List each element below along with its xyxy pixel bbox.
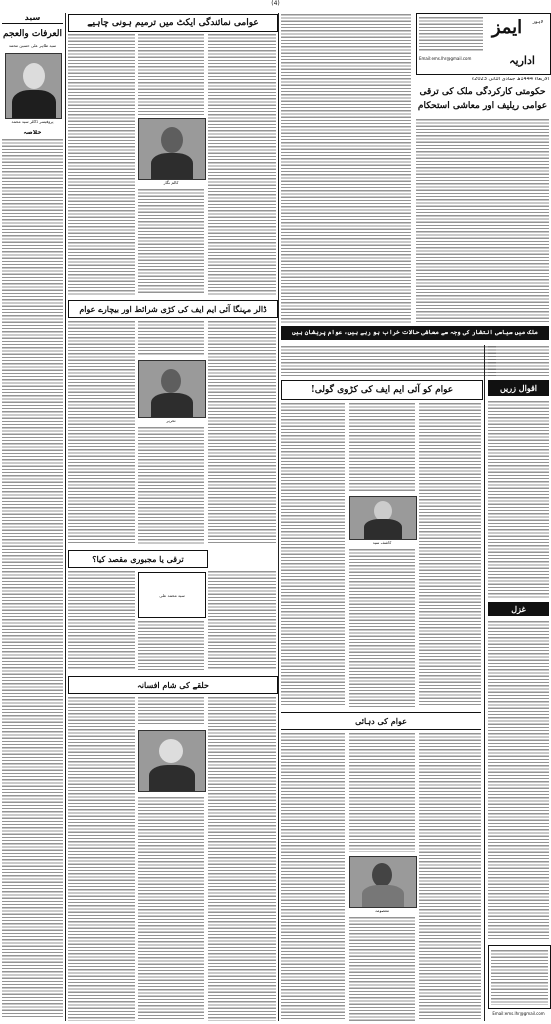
left-column-subhead: خلاصہ [23, 130, 42, 136]
article-text-5b [349, 402, 415, 492]
article-text-5a [281, 402, 345, 707]
article-headline-2: ڈالر مہنگا آئی ایم ایف کی کڑی شرائط اور بیچارے عوام [68, 300, 278, 318]
editorial-text-right [416, 118, 549, 323]
masthead-email: Email:ems.lhr@gmail.com [419, 56, 472, 61]
article-headline-6: عوام کی دہائی [281, 712, 481, 730]
article-text-4b [138, 696, 204, 726]
author-photo-5 [349, 496, 417, 540]
masthead-city: لاہور [532, 20, 544, 25]
aqwal-title: اقوال زریں [488, 380, 549, 396]
editorial-dateline: الاربعاء 1444ھ جمادی الثانی 2023ء [471, 77, 549, 82]
masthead-logo: ایمز [491, 17, 523, 38]
column-rule [278, 13, 279, 1021]
article-text-1d [208, 33, 276, 295]
article-text-5d [419, 402, 481, 707]
article-text-6a [281, 732, 345, 1021]
article-text-6b [349, 732, 415, 852]
editorial-section-title: اداریہ [509, 54, 535, 67]
article-headline-1: عوامی نمائندگی ایکٹ میں ترمیم ہونی چاہیے [68, 14, 278, 32]
article-headline-3: ترقی یا مجبوری مقصد کیا؟ [68, 550, 208, 568]
column-rule [484, 345, 485, 1021]
editorial-text-left [281, 13, 411, 323]
article-headline-5: عوام کو آئی ایم ایف کی کڑوی گولی! [281, 380, 483, 400]
news-banner: ملک میں سیاسی انتشار کی وجہ سے معاشی حالات خراب ہو رہے ہیں، عوام پریشان ہیں [281, 326, 549, 340]
article-text-3a [68, 570, 135, 670]
article-text-5c [349, 548, 415, 707]
author-label-3: سید محمد علی [159, 593, 185, 598]
author-box-3 [138, 572, 206, 618]
aqwal-text [488, 400, 549, 598]
author-photo-2 [138, 360, 206, 418]
left-column-byline: سید طاہر علی حسین محمد [8, 43, 57, 48]
article-text-1c [138, 188, 204, 295]
editorial-headline-line1: حکومتی کارکردگی ملک کی ترقی [419, 87, 546, 97]
article-text-4c [138, 796, 204, 1021]
article-text-3b [138, 620, 204, 670]
sidebar-notice-box [488, 945, 551, 1009]
author-label-1: کالم نگار [163, 180, 179, 185]
article-text-1b [138, 33, 204, 115]
ghazal-title: غزل [488, 602, 549, 616]
left-column-text [2, 138, 63, 1019]
author-photo-4 [138, 730, 206, 792]
sidebar-email: Email:ems.lhr@gmail.com [492, 1011, 545, 1016]
article-text-2d [208, 320, 276, 545]
article-text-3c [208, 570, 276, 670]
page-number: (4) [271, 0, 280, 7]
article-text-4d [208, 696, 276, 1021]
editorial-headline-line2: عوامی ریلیف اور معاشی استحکام [417, 101, 548, 111]
author-label-6: معصومہ [374, 908, 390, 913]
author-photo-6 [349, 856, 417, 908]
author-label-2: تحریر [166, 418, 176, 423]
article-text-4a [68, 696, 135, 1021]
masthead-info [419, 16, 483, 52]
ghazal-text [488, 620, 549, 940]
article-text-5pre [281, 345, 496, 377]
masthead [416, 13, 551, 75]
sidebar-text-top [488, 345, 549, 377]
article-text-6c [349, 916, 415, 1021]
article-headline-4: حلقے کی شام افسانہ [68, 676, 278, 694]
left-column-portrait [5, 53, 62, 119]
left-column-caption: پروفیسر ڈاکٹر سید محمد [11, 119, 54, 124]
article-text-1a [68, 33, 135, 295]
author-label-5: کاشف سید [372, 540, 392, 545]
left-column-header: سید [2, 13, 63, 24]
sidebar-notice-text [491, 949, 548, 1005]
column-rule [65, 13, 66, 1021]
article-text-2a [68, 320, 135, 545]
article-text-6d [419, 732, 481, 1021]
left-column-title: العرفات والعجم [3, 29, 62, 39]
article-text-2c [138, 426, 204, 545]
author-photo-1 [138, 118, 206, 180]
article-text-2b [138, 320, 204, 356]
left-column [2, 13, 63, 1021]
